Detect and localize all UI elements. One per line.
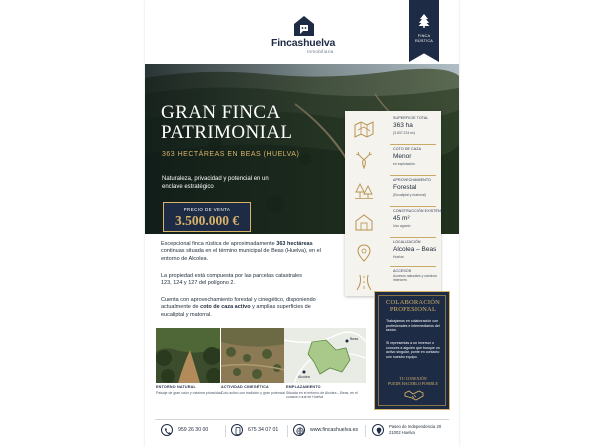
spec-value: 45 m² xyxy=(393,215,410,222)
spec-note: Uso agrario xyxy=(393,224,411,228)
caption-title: ACTIVIDAD CINEGÉTICA xyxy=(221,385,269,389)
hero-title-line1: GRAN FINCA xyxy=(161,102,281,123)
photo-caption-1 xyxy=(156,385,222,395)
collaboration-text-1: Trabajamos en colaboración con profesionales e intermediarios del sector. xyxy=(386,319,440,333)
spec-label: ACCESOS xyxy=(393,269,412,273)
spec-label: CONSTRUCCIÓN EXISTENTE xyxy=(393,209,446,213)
map-area-icon xyxy=(354,120,374,138)
spec-note: Accesos naturales y caminos interiores xyxy=(393,274,437,283)
phone-icon xyxy=(161,424,173,436)
spec-value: 363 ha xyxy=(393,122,413,129)
map-marker xyxy=(303,371,306,374)
collaboration-title xyxy=(375,299,451,313)
description-paragraph-3 xyxy=(161,297,319,319)
road-icon xyxy=(354,273,374,291)
house-logo-icon xyxy=(293,15,315,37)
category-ribbon xyxy=(409,0,439,62)
spec-label: COTO DE CAZA xyxy=(393,147,422,151)
hero-tagline: Naturaleza, privacidad y potencial en un enclave estratégico xyxy=(162,176,269,190)
location-map xyxy=(284,328,366,383)
highlight: 363 hectáreas xyxy=(276,241,313,247)
spec-value: Forestal xyxy=(393,184,417,191)
spec-use xyxy=(345,175,441,205)
caption-title: ENTORNO NATURAL xyxy=(156,385,196,389)
phone-number: 959 26 30 00 xyxy=(178,427,209,433)
brand-subtitle: Inmobiliaria xyxy=(307,49,334,54)
footer-divider xyxy=(155,419,449,420)
map-label-beas: Beas xyxy=(350,337,359,341)
photo-hunting-activity xyxy=(221,328,285,383)
spec-location xyxy=(345,237,441,267)
caption-title: EMPLAZAMIENTO xyxy=(286,385,321,389)
address-line-1: Paseo de Independencia 20 xyxy=(389,424,442,429)
spec-note: en explotación xyxy=(393,162,415,166)
title-line: PROFESIONAL xyxy=(389,306,437,313)
spec-note: (3.637.224 m²) xyxy=(393,131,416,135)
footer-separator xyxy=(365,425,366,437)
text: Cuenta con aprovechamiento forestal y cinegético, disponiendo actualmente de xyxy=(161,297,316,311)
photo-caption-2 xyxy=(221,385,287,395)
spec-note: Huelva xyxy=(393,255,404,259)
spec-hunting xyxy=(345,144,441,174)
brand-name: Fincashuelva xyxy=(271,37,336,49)
handshake-icon xyxy=(404,388,424,402)
text: continuas situada en el término municipal de Beas (Huelva), en el entorno de Alcolea. xyxy=(161,248,321,262)
spec-label: SUPERFICIE TOTAL xyxy=(393,116,429,120)
cta-line: TU CONEXIÓN xyxy=(399,376,427,381)
hero-subtitle: 363 HECTÁREAS EN BEAS (HUELVA) xyxy=(162,151,300,158)
map-label-alcolea: Alcolea xyxy=(298,375,310,379)
collaboration-box xyxy=(374,291,450,410)
phone-number: 675 34 07 01 xyxy=(248,427,279,433)
photo-natural-environment xyxy=(156,328,220,383)
globe-icon xyxy=(293,424,305,436)
footer-separator xyxy=(287,425,288,437)
address-line-2: 21002 Huelva xyxy=(389,430,415,435)
spec-label: APROVECHAMIENTO xyxy=(393,178,431,182)
deer-icon xyxy=(354,151,374,169)
spec-label: LOCALIZACIÓN xyxy=(393,240,421,244)
trees-icon xyxy=(354,182,374,200)
location-pin-icon xyxy=(354,244,374,262)
flyer-page xyxy=(145,0,459,447)
price-label: PRECIO DE VENTA xyxy=(183,207,231,212)
cta-line: PUEDE HACERLO POSIBLE xyxy=(387,381,438,386)
photo-caption-3 xyxy=(286,385,366,400)
hero-title xyxy=(161,103,292,143)
title-line: COLABORACIÓN xyxy=(385,299,441,306)
highlight: coto de caza activo xyxy=(200,304,251,311)
footer-separator xyxy=(225,425,226,437)
price-box xyxy=(163,202,251,232)
spec-value: Menor xyxy=(393,153,412,160)
specs-panel xyxy=(345,111,446,296)
caption-text: Coto activo con tradición y gran potencial xyxy=(221,391,286,395)
collaboration-cta xyxy=(375,376,451,386)
price-value: 3.500.000 € xyxy=(174,213,240,228)
ribbon-label: FINCA RÚSTICA xyxy=(414,34,434,43)
text: y amplias superficies de eucaliptal y matorral. xyxy=(161,304,311,318)
description-paragraph-2: La propiedad está compuesta por las parcelas catastrales 123, 124 y 127 del polígono 2. xyxy=(161,273,302,287)
caption-text: Situada en el entorno de Alcolea – Beas, en el corazón rural de Huelva xyxy=(286,391,358,400)
collaboration-text-2: Si representas a un inversor o conoces a alguien que busque un activo singular, ponte en contacto con nuestro equipo. xyxy=(386,341,440,359)
location-pin-icon xyxy=(372,424,384,436)
description-paragraph-1 xyxy=(161,241,329,263)
map-marker xyxy=(346,340,349,343)
spec-note: (Eucaliptal y matorral) xyxy=(393,193,426,197)
barn-icon xyxy=(354,213,374,231)
spec-building xyxy=(345,206,446,236)
hero-title-line2: PATRIMONIAL xyxy=(161,122,293,143)
mobile-phone-icon xyxy=(231,424,243,436)
caption-text: Paisaje de gran valor y máxima privacidad xyxy=(156,391,222,395)
tree-icon xyxy=(418,14,430,28)
spec-surface xyxy=(345,113,441,143)
website-url: www.fincashuelva.es xyxy=(310,427,359,433)
text: Excepcional finca rústica de aproximadamente xyxy=(161,241,277,247)
spec-value: Alcolea – Beas xyxy=(393,246,437,253)
